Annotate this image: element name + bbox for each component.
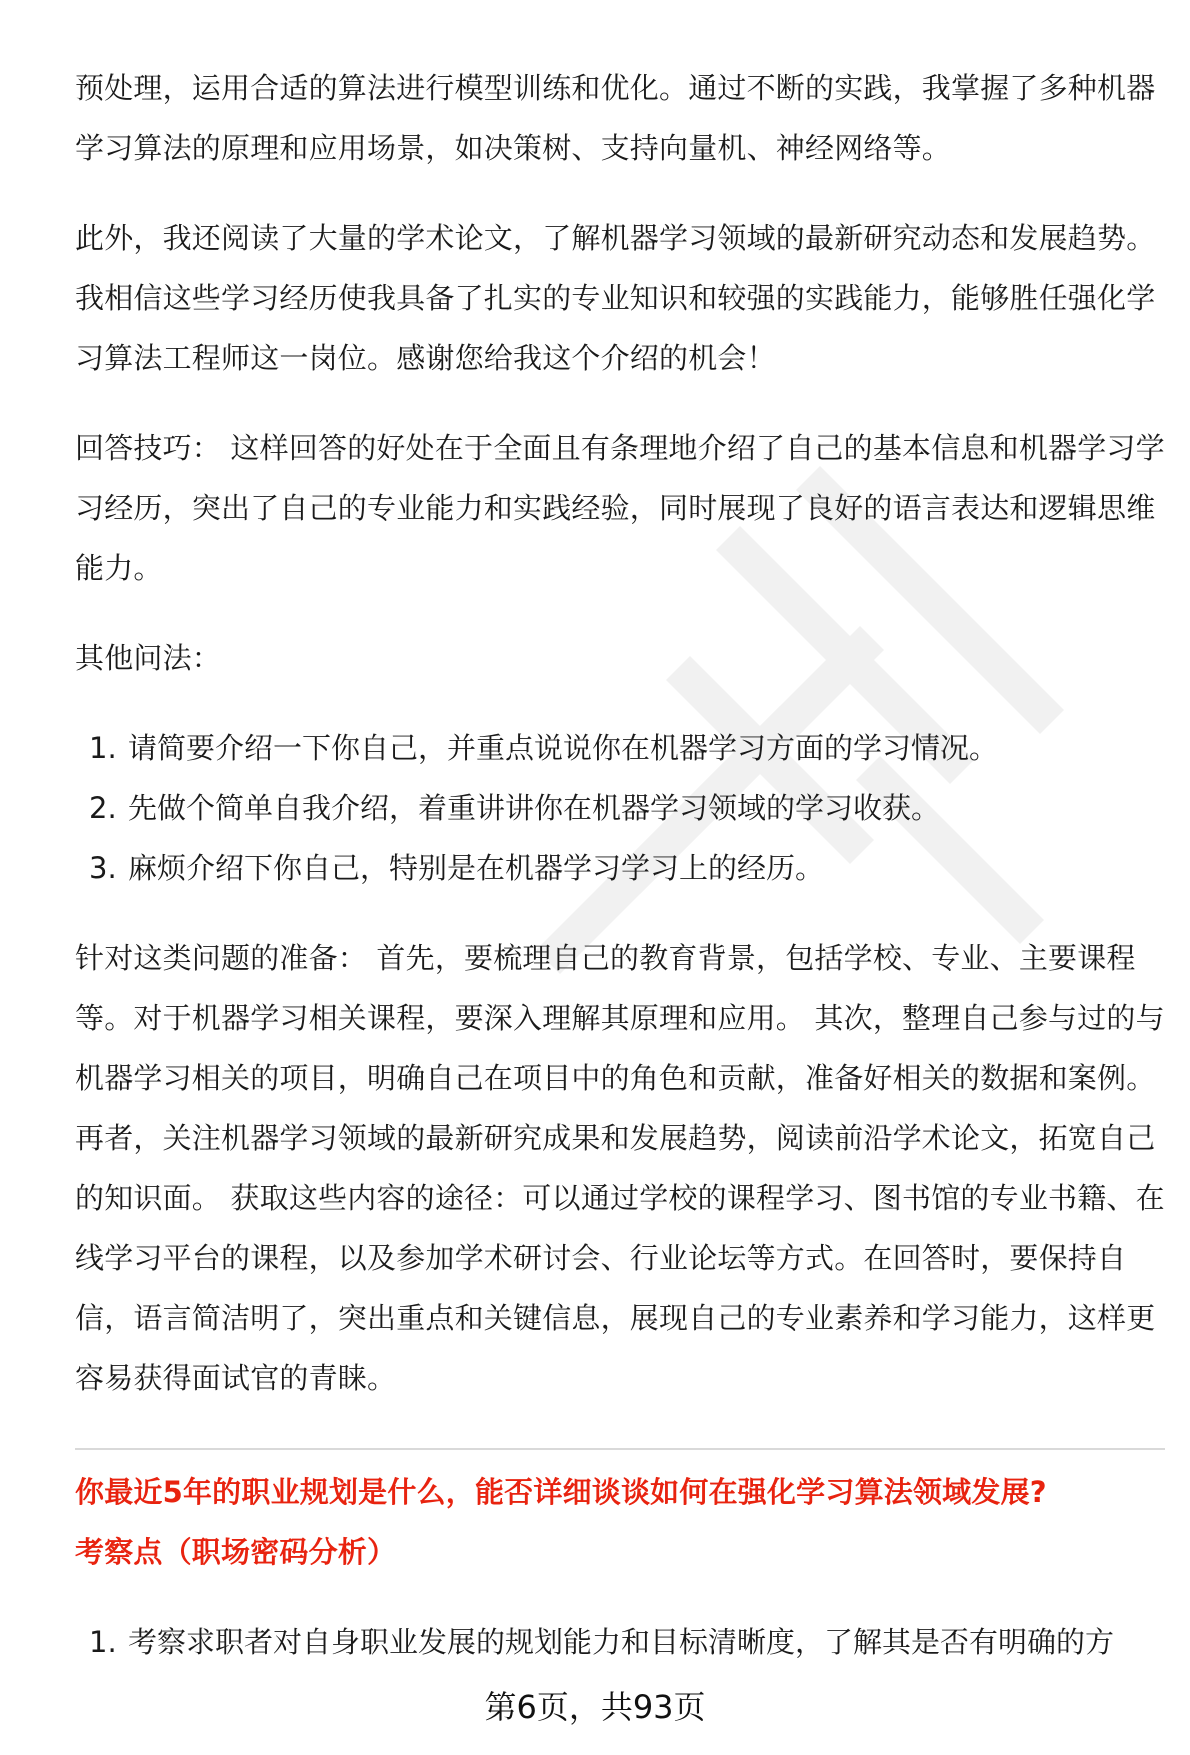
other-questions-title: 其他问法：	[75, 641, 222, 675]
list-text: 先做个简单自我介绍，着重讲讲你在机器学习领域的学习收获。	[128, 791, 941, 825]
list-text: 考察求职者对自身职业发展的规划能力和目标清晰度，了解其是否有明确的方	[128, 1625, 1115, 1659]
paragraph-continuation: 预处理，运用合适的算法进行模型训练和优化。通过不断的实践，我掌握了多种机器学习算法的原理和应用场景，如决策树、支持向量机、神经网络等。	[75, 71, 1156, 165]
paragraph-further-study: 此外，我还阅读了大量的学术论文，了解机器学习领域的最新研究动态和发展趋势。我相信这些学习经历使我具备了扎实的专业知识和较强的实践能力，能够胜任强化学习算法工程师这一岗位。感谢您给我这个介绍的机会！	[75, 221, 1156, 375]
focus-heading: 考察点（职场密码分析）	[75, 1535, 397, 1569]
paragraph-answer-tips: 回答技巧： 这样回答的好处在于全面且有条理地介绍了自己的基本信息和机器学习学习经历，突出了自己的专业能力和实践经验，同时展现了良好的语言表达和逻辑思维能力。	[75, 431, 1165, 585]
other-questions-list	[75, 718, 1165, 898]
list-number: 2.	[89, 791, 117, 825]
list-item	[75, 1612, 1165, 1672]
list-item	[75, 778, 1165, 838]
list-text: 麻烦介绍下你自己，特别是在机器学习学习上的经历。	[128, 851, 825, 885]
section-divider	[75, 1448, 1165, 1450]
list-number: 1.	[89, 731, 117, 765]
list-item	[75, 718, 1165, 778]
paragraph-preparation: 针对这类问题的准备： 首先，要梳理自己的教育背景，包括学校、专业、主要课程等。对于机器学习相关课程，要深入理解其原理和应用。 其次，整理自己参与过的与机器学习相关的项目，明确自己在项目中的角色和贡献，准备好相关的数据和案例。 再者，关注机器学习领域的最新研究成果和发展趋势，阅读前沿学术论文，拓宽自己的知识面。 获取这些内容的途径：可以通过学校的课程学习、图书馆的专业书籍、在线学习平台的课程，以及参加学术研讨会、行业论坛等方式。在回答时，要保持自信，语言简洁明了，突出重点和关键信息，展现自己的专业素养和学习能力，这样更容易获得面试官的青睐。	[75, 941, 1165, 1395]
list-text: 请简要介绍一下你自己，并重点说说你在机器学习方面的学习情况。	[128, 731, 999, 765]
list-item	[75, 838, 1165, 898]
focus-points-list	[75, 1612, 1165, 1672]
list-number: 1.	[89, 1625, 117, 1659]
question-title: 你最近5年的职业规划是什么，能否详细谈谈如何在强化学习算法领域发展?	[75, 1475, 1047, 1509]
list-number: 3.	[89, 851, 117, 885]
document-page	[75, 58, 1165, 1702]
page-footer: 第6页，共93页	[484, 1688, 706, 1726]
